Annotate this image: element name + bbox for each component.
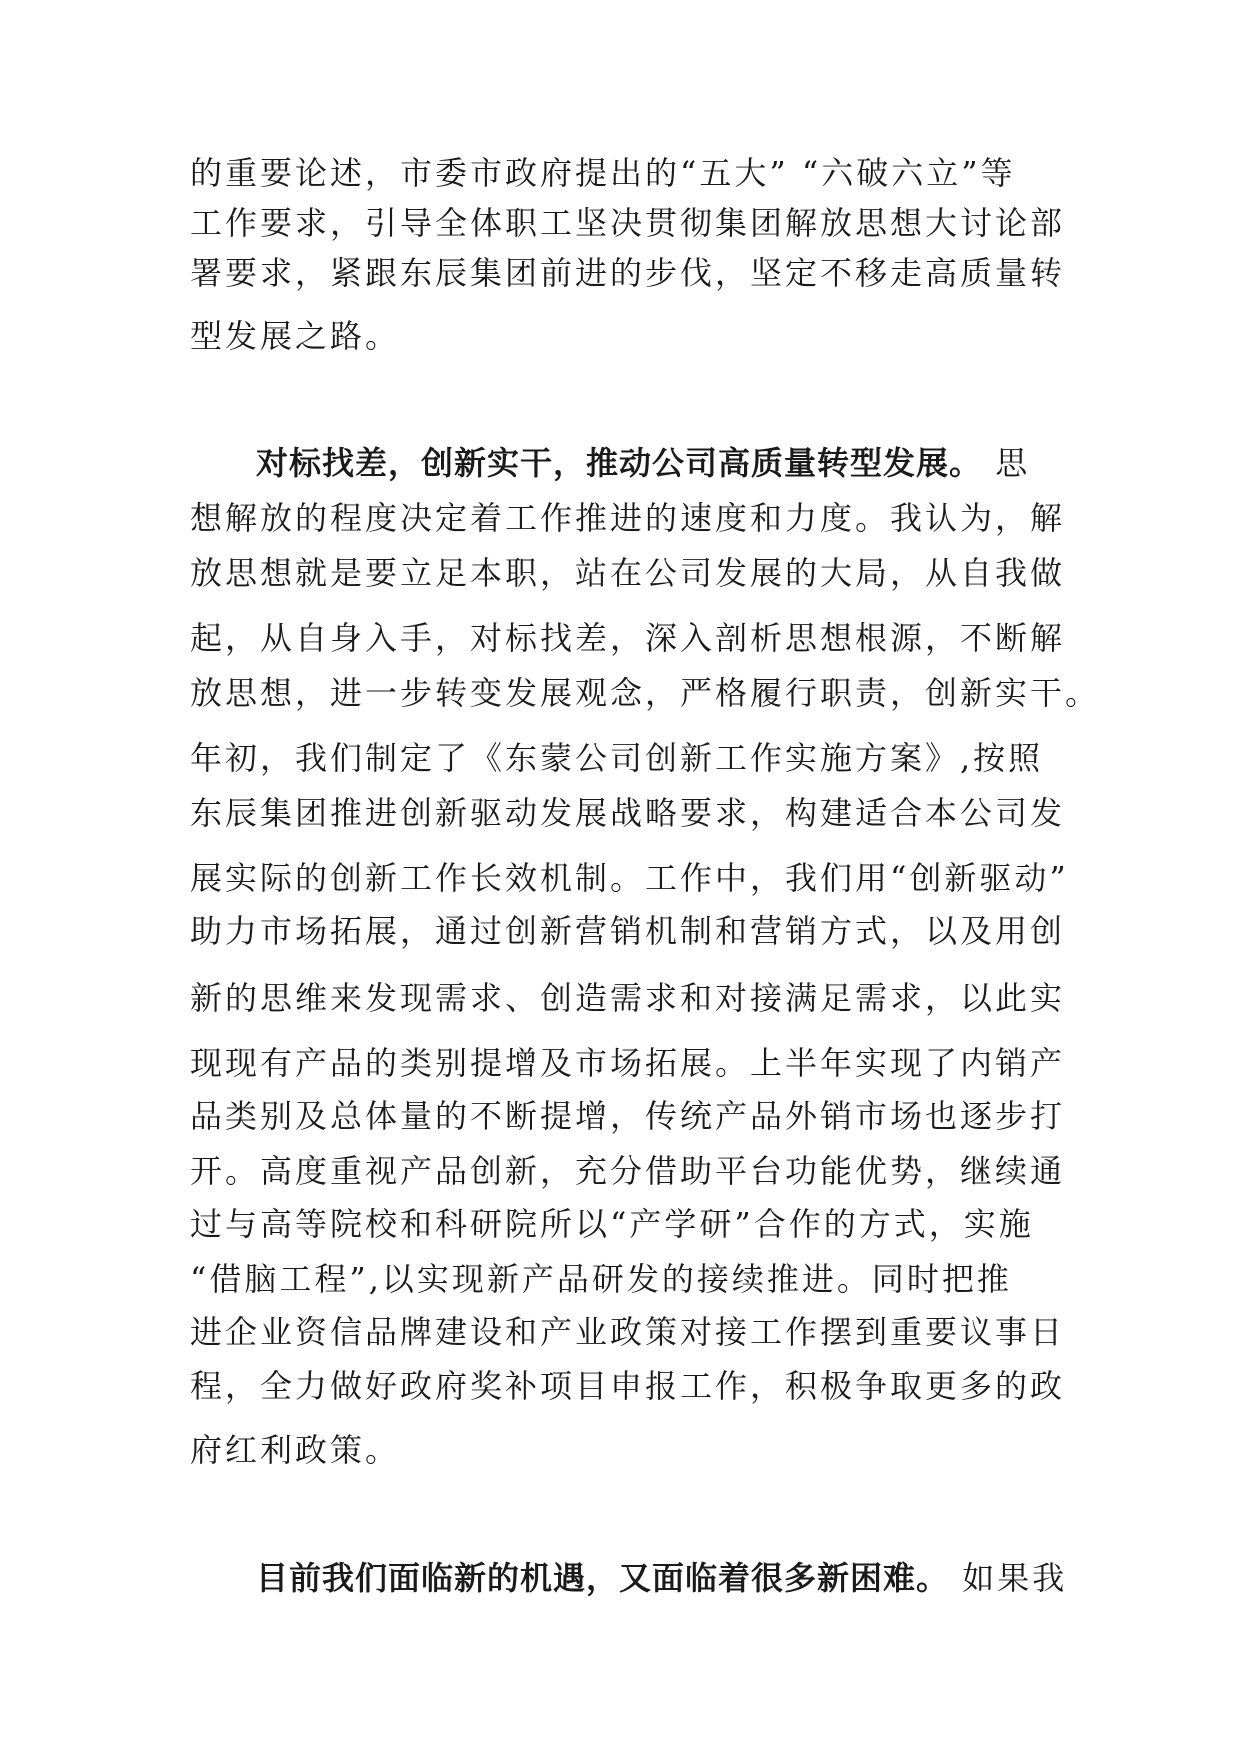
paragraph-2-line-16: 进企业资信品牌建设和产业政策对接工作摆到重要议事日 — [190, 1313, 1066, 1351]
paragraph-3-first-line-rest: 如果我 — [949, 1559, 1068, 1597]
paragraph-2-lead-heading: 对标找差，创新实干，推动公司高质量转型发展。 — [256, 444, 983, 482]
paragraph-2-line-9: 助力市场拓展，通过创新营销机制和营销方式，以及用创 — [190, 912, 1066, 950]
paragraph-2-line-6: 年初，我们制定了《东蒙公司创新工作实施方案》,按照 — [190, 739, 1044, 777]
paragraph-2-line-17: 程，全力做好政府奖补项目申报工作，积极争取更多的政 — [190, 1367, 1066, 1405]
paragraph-1-line-4: 型发展之路。 — [190, 317, 401, 355]
paragraph-2-line-12: 品类别及总体量的不断提增，传统产品外销市场也逐步打 — [190, 1097, 1066, 1135]
paragraph-2-line-8: 展实际的创新工作长效机制。工作中，我们用“创新驱动” — [190, 859, 1069, 897]
paragraph-2-first-line — [256, 443, 1050, 483]
paragraph-2-line-7: 东辰集团推进创新驱动发展战略要求，构建适合本公司发 — [190, 794, 1066, 832]
paragraph-3-first-line — [256, 1558, 1068, 1598]
paragraph-2-line-4: 起，从自身入手，对标找差，深入剖析思想根源，不断解 — [190, 619, 1066, 657]
paragraph-2-line-18: 府红利政策。 — [190, 1431, 401, 1469]
paragraph-1-line-2: 工作要求，引导全体职工坚决贯彻集团解放思想大讨论部 — [190, 204, 1066, 242]
paragraph-2-line-15: “借脑工程”,以实现新产品研发的接续推进。同时把推 — [190, 1260, 1012, 1298]
paragraph-2-line-14: 过与高等院校和科研院所以“产学研”合作的方式，实施 — [190, 1205, 1034, 1243]
paragraph-1-line-1: 的重要论述，市委市政府提出的“五大” “六破六立”等 — [190, 154, 1016, 192]
paragraph-2-line-2: 想解放的程度决定着工作推进的速度和力度。我认为，解 — [190, 499, 1066, 537]
paragraph-3-lead-heading: 目前我们面临新的机遇，又面临着很多新困难。 — [256, 1559, 950, 1597]
paragraph-2-line-13: 开。高度重视产品创新，充分借助平台功能优势，继续通 — [190, 1152, 1066, 1190]
paragraph-2-line-3: 放思想就是要立足本职，站在公司发展的大局，从自我做 — [190, 554, 1066, 592]
paragraph-1-line-3: 署要求，紧跟东辰集团前进的步伐，坚定不移走高质量转 — [190, 254, 1066, 292]
paragraph-2-line-11: 现现有产品的类别提增及市场拓展。上半年实现了内销产 — [190, 1044, 1066, 1082]
paragraph-2-line-10: 新的思维来发现需求、创造需求和对接满足需求，以此实 — [190, 979, 1066, 1017]
paragraph-2-first-line-rest: 思 — [982, 444, 1031, 482]
paragraph-2-line-5: 放思想，进一步转变发展观念，严格履行职责，创新实干。 — [190, 674, 1101, 712]
